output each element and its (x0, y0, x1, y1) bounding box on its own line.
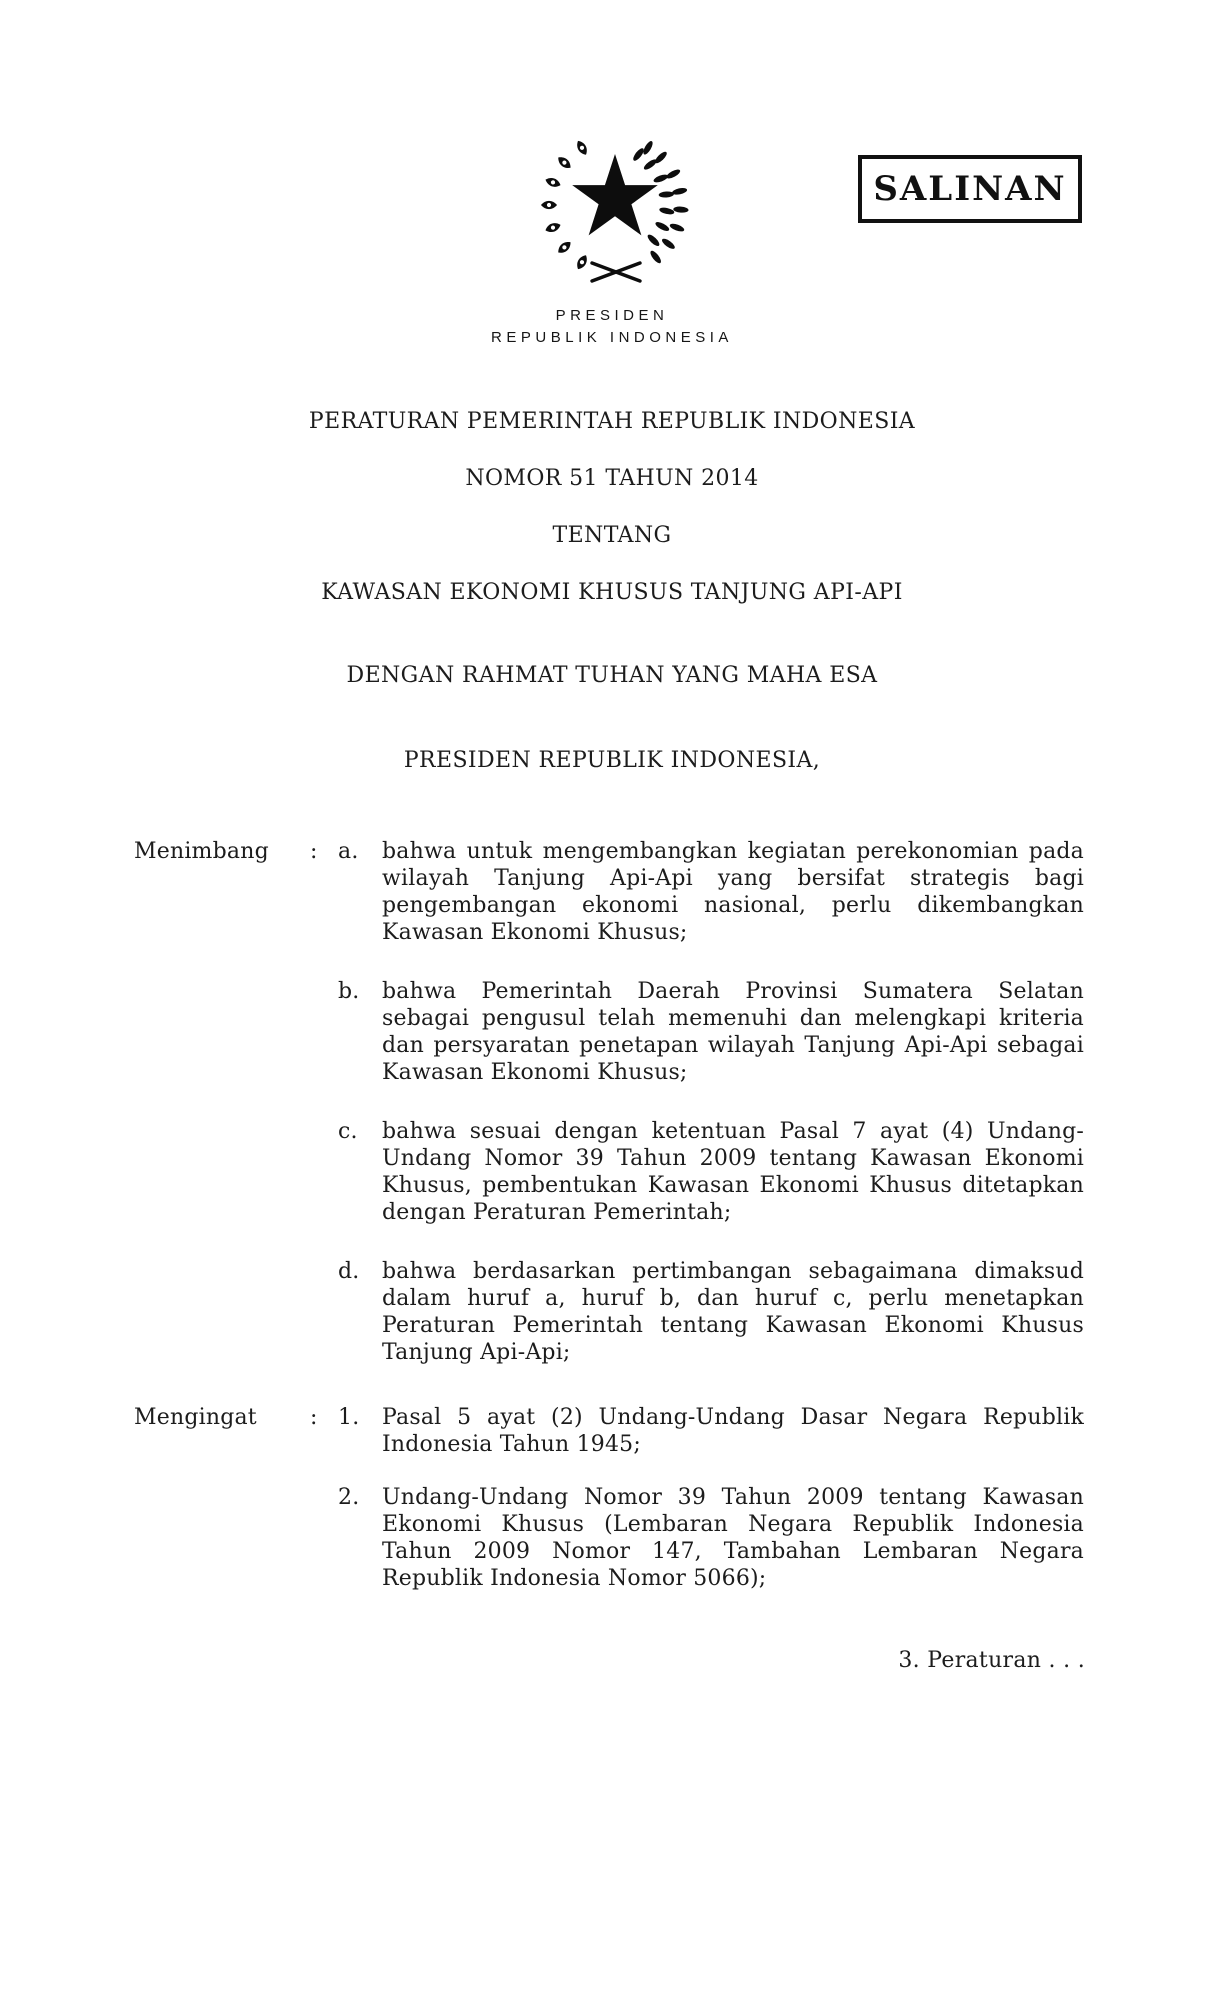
regulation-subject: KAWASAN EKONOMI KHUSUS TANJUNG API-API (321, 580, 903, 605)
letterhead-republik-indonesia: REPUBLIK INDONESIA (491, 329, 733, 346)
item-marker: 2. (338, 1485, 360, 1510)
consideration-item-c (134, 1118, 1086, 1226)
item-marker: d. (338, 1259, 360, 1284)
cotton-branch-icon (541, 139, 590, 271)
regulation-number: NOMOR 51 TAHUN 2014 (465, 466, 759, 491)
item-text: bahwa untuk mengembangkan kegiatan perekonomian pada wilayah Tanjung Api-Api yang bersifat strategis bagi pengembangan ekonomi nasional, perlu dikembangkan Kawasan Ekonomi Khusus; (382, 839, 1084, 945)
letterhead-presiden: PRESIDEN (555, 307, 669, 324)
consideration-item-b (134, 978, 1086, 1086)
consideration-item-d (134, 1258, 1086, 1366)
considerations-colon: : (310, 839, 318, 864)
item-text: Undang-Undang Nomor 39 Tahun 2009 tentang Kawasan Ekonomi Khusus (Lembaran Negara Republik Indonesia Tahun 2009 Nomor 147, Tambahan Lembaran Negara Republik Indonesia Nomor 5066); (382, 1485, 1084, 1591)
regulation-title-line1: PERATURAN PEMERINTAH REPUBLIK INDONESIA (308, 409, 916, 434)
legal-basis-label: Mengingat (134, 1405, 257, 1430)
legal-basis-item-2 (134, 1484, 1086, 1592)
item-text: bahwa sesuai dengan ketentuan Pasal 7 ayat (4) Undang-Undang Nomor 39 Tahun 2009 tentang Kawasan Ekonomi Khusus, pembentukan Kawasan Ekonomi Khusus ditetapkan dengan Peraturan Pemerintah; (382, 1119, 1084, 1225)
item-text: Pasal 5 ayat (2) Undang-Undang Dasar Negara Republik Indonesia Tahun 1945; (382, 1405, 1084, 1457)
authority-line: PRESIDEN REPUBLIK INDONESIA, (403, 748, 821, 773)
item-marker: b. (338, 979, 360, 1004)
rice-branch-icon (631, 140, 688, 265)
state-emblem-icon (540, 113, 690, 293)
crossed-stems-icon (592, 263, 640, 281)
item-text: bahwa Pemerintah Daerah Provinsi Sumatera Selatan sebagai pengusul telah memenuhi dan melengkapi kriteria dan persyaratan penetapan wilayah Tanjung Api-Api sebagai Kawasan Ekonomi Khusus; (382, 979, 1084, 1085)
legal-basis-section (134, 1404, 1086, 1592)
item-marker: c. (338, 1119, 358, 1144)
item-text: bahwa berdasarkan pertimbangan sebagaimana dimaksud dalam huruf a, huruf b, dan huruf c, perlu menetapkan Peraturan Pemerintah tentang Kawasan Ekonomi Khusus Tanjung Api-Api; (382, 1259, 1084, 1365)
legal-basis-colon: : (310, 1405, 318, 1430)
salinan-stamp-label: SALINAN (873, 169, 1067, 209)
invocation-line: DENGAN RAHMAT TUHAN YANG MAHA ESA (346, 663, 878, 688)
consideration-item-a (134, 838, 1086, 946)
salinan-stamp (858, 155, 1082, 223)
legal-basis-item-1 (134, 1404, 1086, 1458)
tentang-label: TENTANG (552, 523, 672, 548)
considerations-label: Menimbang (134, 839, 269, 864)
considerations-section (134, 838, 1086, 1366)
item-marker: a. (338, 839, 359, 864)
letterhead (0, 306, 1224, 348)
page-catchword: 3. Peraturan . . . (898, 1648, 1085, 1673)
item-marker: 1. (338, 1405, 360, 1430)
